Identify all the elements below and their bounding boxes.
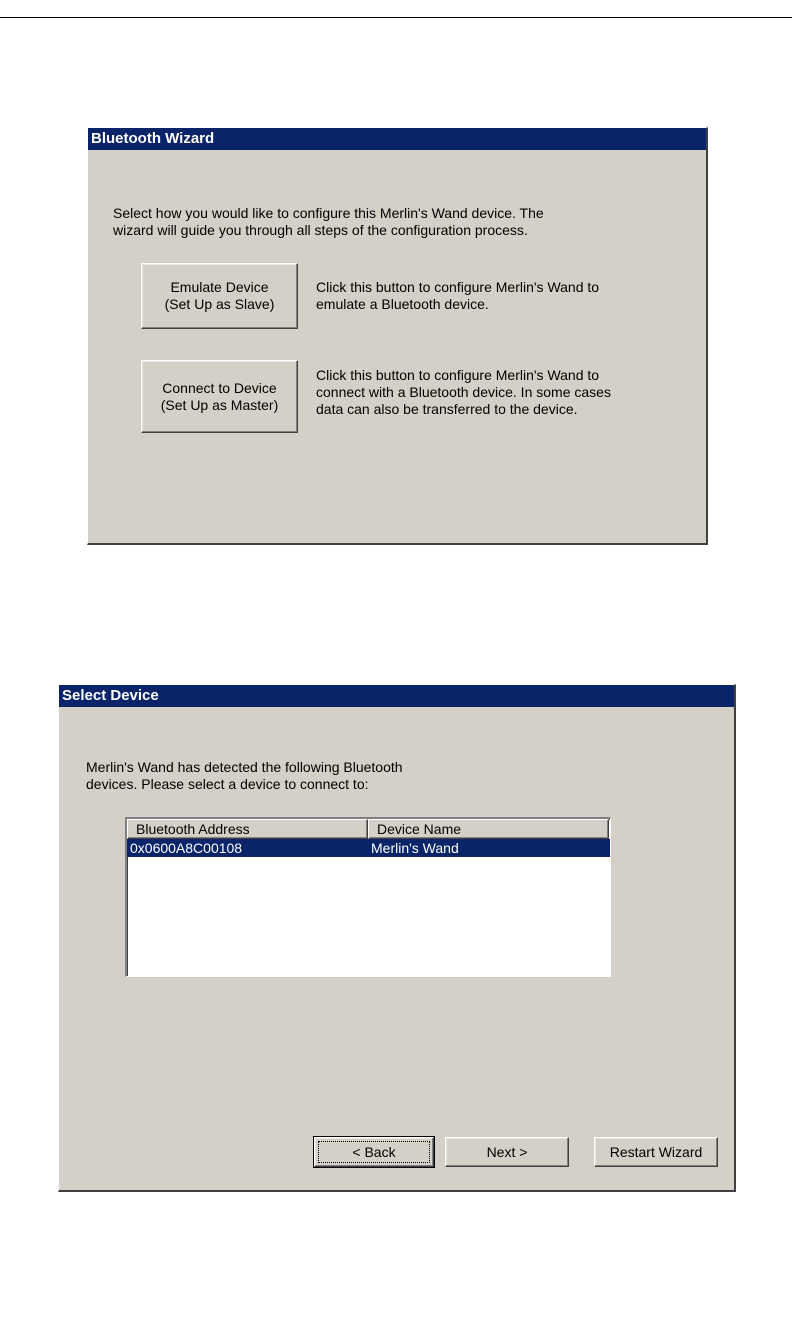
dialog-title: Select Device [59, 685, 734, 707]
device-list-header [127, 819, 610, 839]
back-button[interactable]: < Back [314, 1137, 434, 1167]
select-intro-text: Merlin's Wand has detected the following Bluetooth devices. Please select a device to connect to: [86, 759, 403, 792]
column-device-name[interactable]: Device Name [368, 819, 609, 839]
connect-device-button[interactable]: Connect to Device (Set Up as Master) [141, 360, 298, 433]
column-bluetooth-address[interactable]: Bluetooth Address [127, 819, 368, 839]
device-list[interactable] [125, 817, 611, 977]
connect-device-description: Click this button to configure Merlin's Wand to connect with a Bluetooth device. In some cases data can also be transferred to the device. [316, 367, 611, 417]
dialog-title: Bluetooth Wizard [88, 128, 706, 150]
device-address-cell: 0x0600A8C00108 [130, 840, 243, 856]
bluetooth-wizard-dialog [87, 127, 708, 545]
emulate-device-description: Click this button to configure Merlin's Wand to emulate a Bluetooth device. [316, 279, 600, 312]
select-device-dialog [58, 684, 736, 1192]
next-button[interactable]: Next > [445, 1137, 569, 1167]
restart-wizard-button[interactable]: Restart Wizard [594, 1137, 718, 1167]
wizard-intro-text: Select how you would like to configure this Merlin's Wand device. The wizard will guide you through all steps of the configuration process. [113, 205, 544, 238]
page-header-rule [0, 17, 792, 18]
table-row[interactable] [127, 839, 610, 857]
emulate-device-button[interactable]: Emulate Device (Set Up as Slave) [141, 263, 298, 329]
device-name-cell: Merlin's Wand [371, 840, 459, 856]
